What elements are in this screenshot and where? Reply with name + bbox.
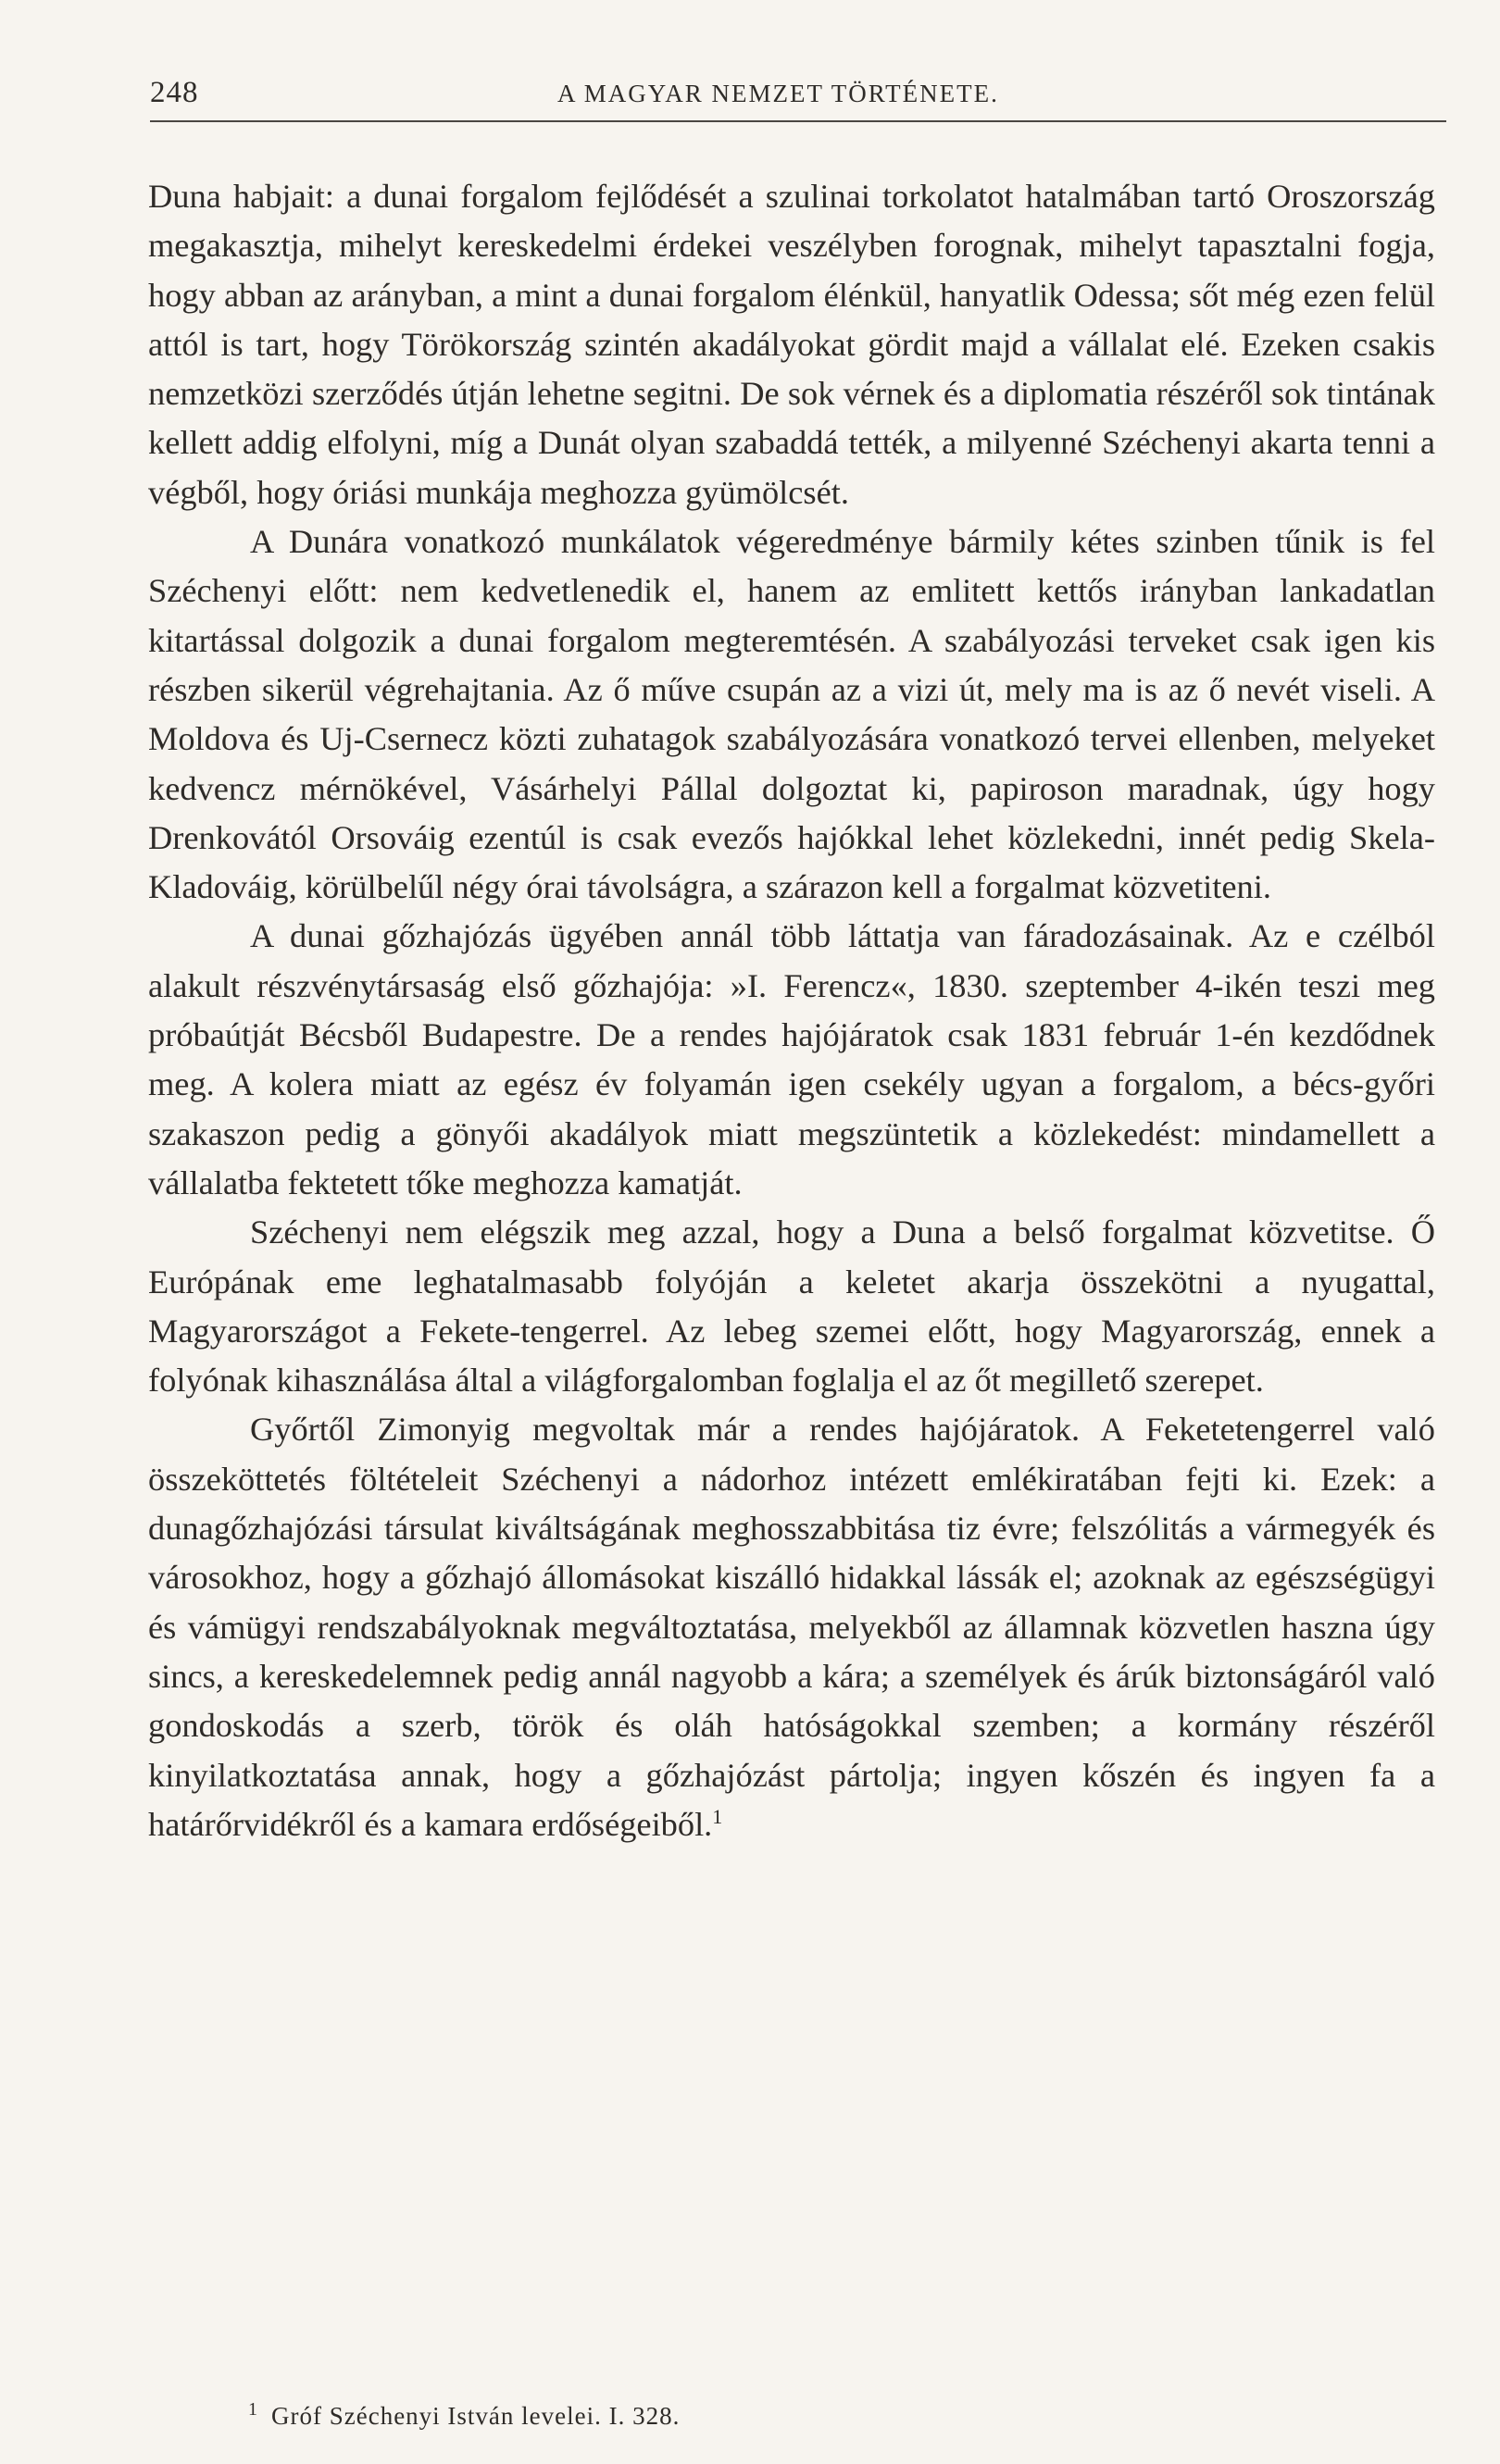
body-text: [148, 172, 1435, 1849]
footnote-mark: 1: [248, 2399, 258, 2420]
running-title: A MAGYAR NEMZET TÖRTÉNETE.: [557, 80, 999, 107]
header-rule: [150, 120, 1446, 122]
paragraph-2: A Dunára vonatkozó munkálatok végeredménye bármily kétes szinben tűnik is fel Széchenyi előtt: nem kedvetlenedik el, hanem az emlitett kettős irányban lankadatlan kitartással dolgozik a dunai forgalom megteremtésén. A szabályozási terveket csak igen kis részben sikerül végrehajtania. Az ő műve csupán az a vizi út, mely ma is az ő nevét viseli. A Moldova és Uj-Csernecz közti zuhatagok szabályozására vonatkozó tervei ellenben, melyeket kedvencz mérnökével, Vásárhelyi Pállal dolgoztat ki, papiroson maradnak, úgy hogy Drenkovától Orsováig ezentúl is csak evezős hajókkal lehet közlekedni, innét pedig Skela-Kladováig, körülbelűl négy órai távolságra, a szárazon kell a forgalmat közvetiteni.: [148, 523, 1435, 906]
paragraph-3: A dunai gőzhajózás ügyében annál több láttatja van fáradozásainak. Az e czélból alakult részvénytársaság első gőzhajója: »I. Ferencz«, 1830. szeptember 4-ikén teszi meg próbaútját Bécsből Budapestre. De a rendes hajójáratok csak 1831 február 1-én kezdődnek meg. A kolera miatt az egész év folyamán igen csekély ugyan a forgalom, a bécs-győri szakaszon pedig a gönyői akadályok miatt megszüntetik a közlekedést: mindamellett a vállalatba fektetett tőke meghozza kamatját.: [148, 917, 1435, 1201]
page-number: 248: [150, 76, 199, 109]
paragraph-5: [148, 1405, 1435, 1849]
paragraph-5-text: Győrtől Zimonyig megvoltak már a rendes hajójáratok. A Feketetengerrel való összeköttetés föltételeit Széchenyi a nádorhoz intézett emlékiratában fejti ki. Ezek: a dunagőzhajózási társulat kiváltságának meghosszabbitása tiz évre; felszólitás a vármegyék és városokhoz, hogy a gőzhajó állomásokat kiszálló hidakkal lássák el; azoknak az egészségügyi és vámügyi rendszabályoknak megváltoztatása, melyekből az államnak közvetlen haszna úgy sincs, a kereskedelemnek pedig annál nagyobb a kára; a személyek és árúk biztonságáról való gondoskodás a szerb, török és oláh hatóságokkal szemben; a kormány részéről kinyilatkoztatása annak, hogy a gőzhajózást pártolja; ingyen kőszén és ingyen fa a határőrvidékről és a kamara erdőségeiből.: [148, 1411, 1435, 1843]
footnote-text: Gróf Széchenyi István levelei. I. 328.: [271, 2402, 681, 2430]
footnote-reference[interactable]: 1: [712, 1804, 723, 1828]
paragraph-4: Széchenyi nem elégszik meg azzal, hogy a Duna a belső forgalmat közvetitse. Ő Európának eme leghatalmasabb folyóján a keletet akarja összekötni a nyugattal, Magyarországot a Fekete-tengerrel. Az lebeg szemei előtt, hogy Magyarország, ennek a folyónak kihasználása által a világforgalomban foglalja el az őt megillető szerepet.: [148, 1213, 1435, 1400]
running-head: [150, 67, 1446, 122]
paragraph-1: Duna habjait: a dunai forgalom fejlődését a szulinai torkolatot hatalmában tartó Oroszország megakasztja, mihelyt kereskedelmi érdekei veszélyben forognak, mihelyt tapasztalni fogja, hogy abban az arányban, a mint a dunai forgalom élénkül, hanyatlik Odessa; sőt még ezen felül attól is tart, hogy Törökország szintén akadályokat gördit majd a vállalat elé. Ezeken csakis nemzetközi szerződés útján lehetne segitni. De sok vérnek és a diplomatia részéről sok tintának kellett addig elfolyni, míg a Dunát olyan szabaddá tették, a milyenné Széchenyi akarta tenni a végből, hogy óriási munkája meghozza gyümölcsét.: [148, 178, 1435, 511]
footnote: [248, 2399, 680, 2431]
